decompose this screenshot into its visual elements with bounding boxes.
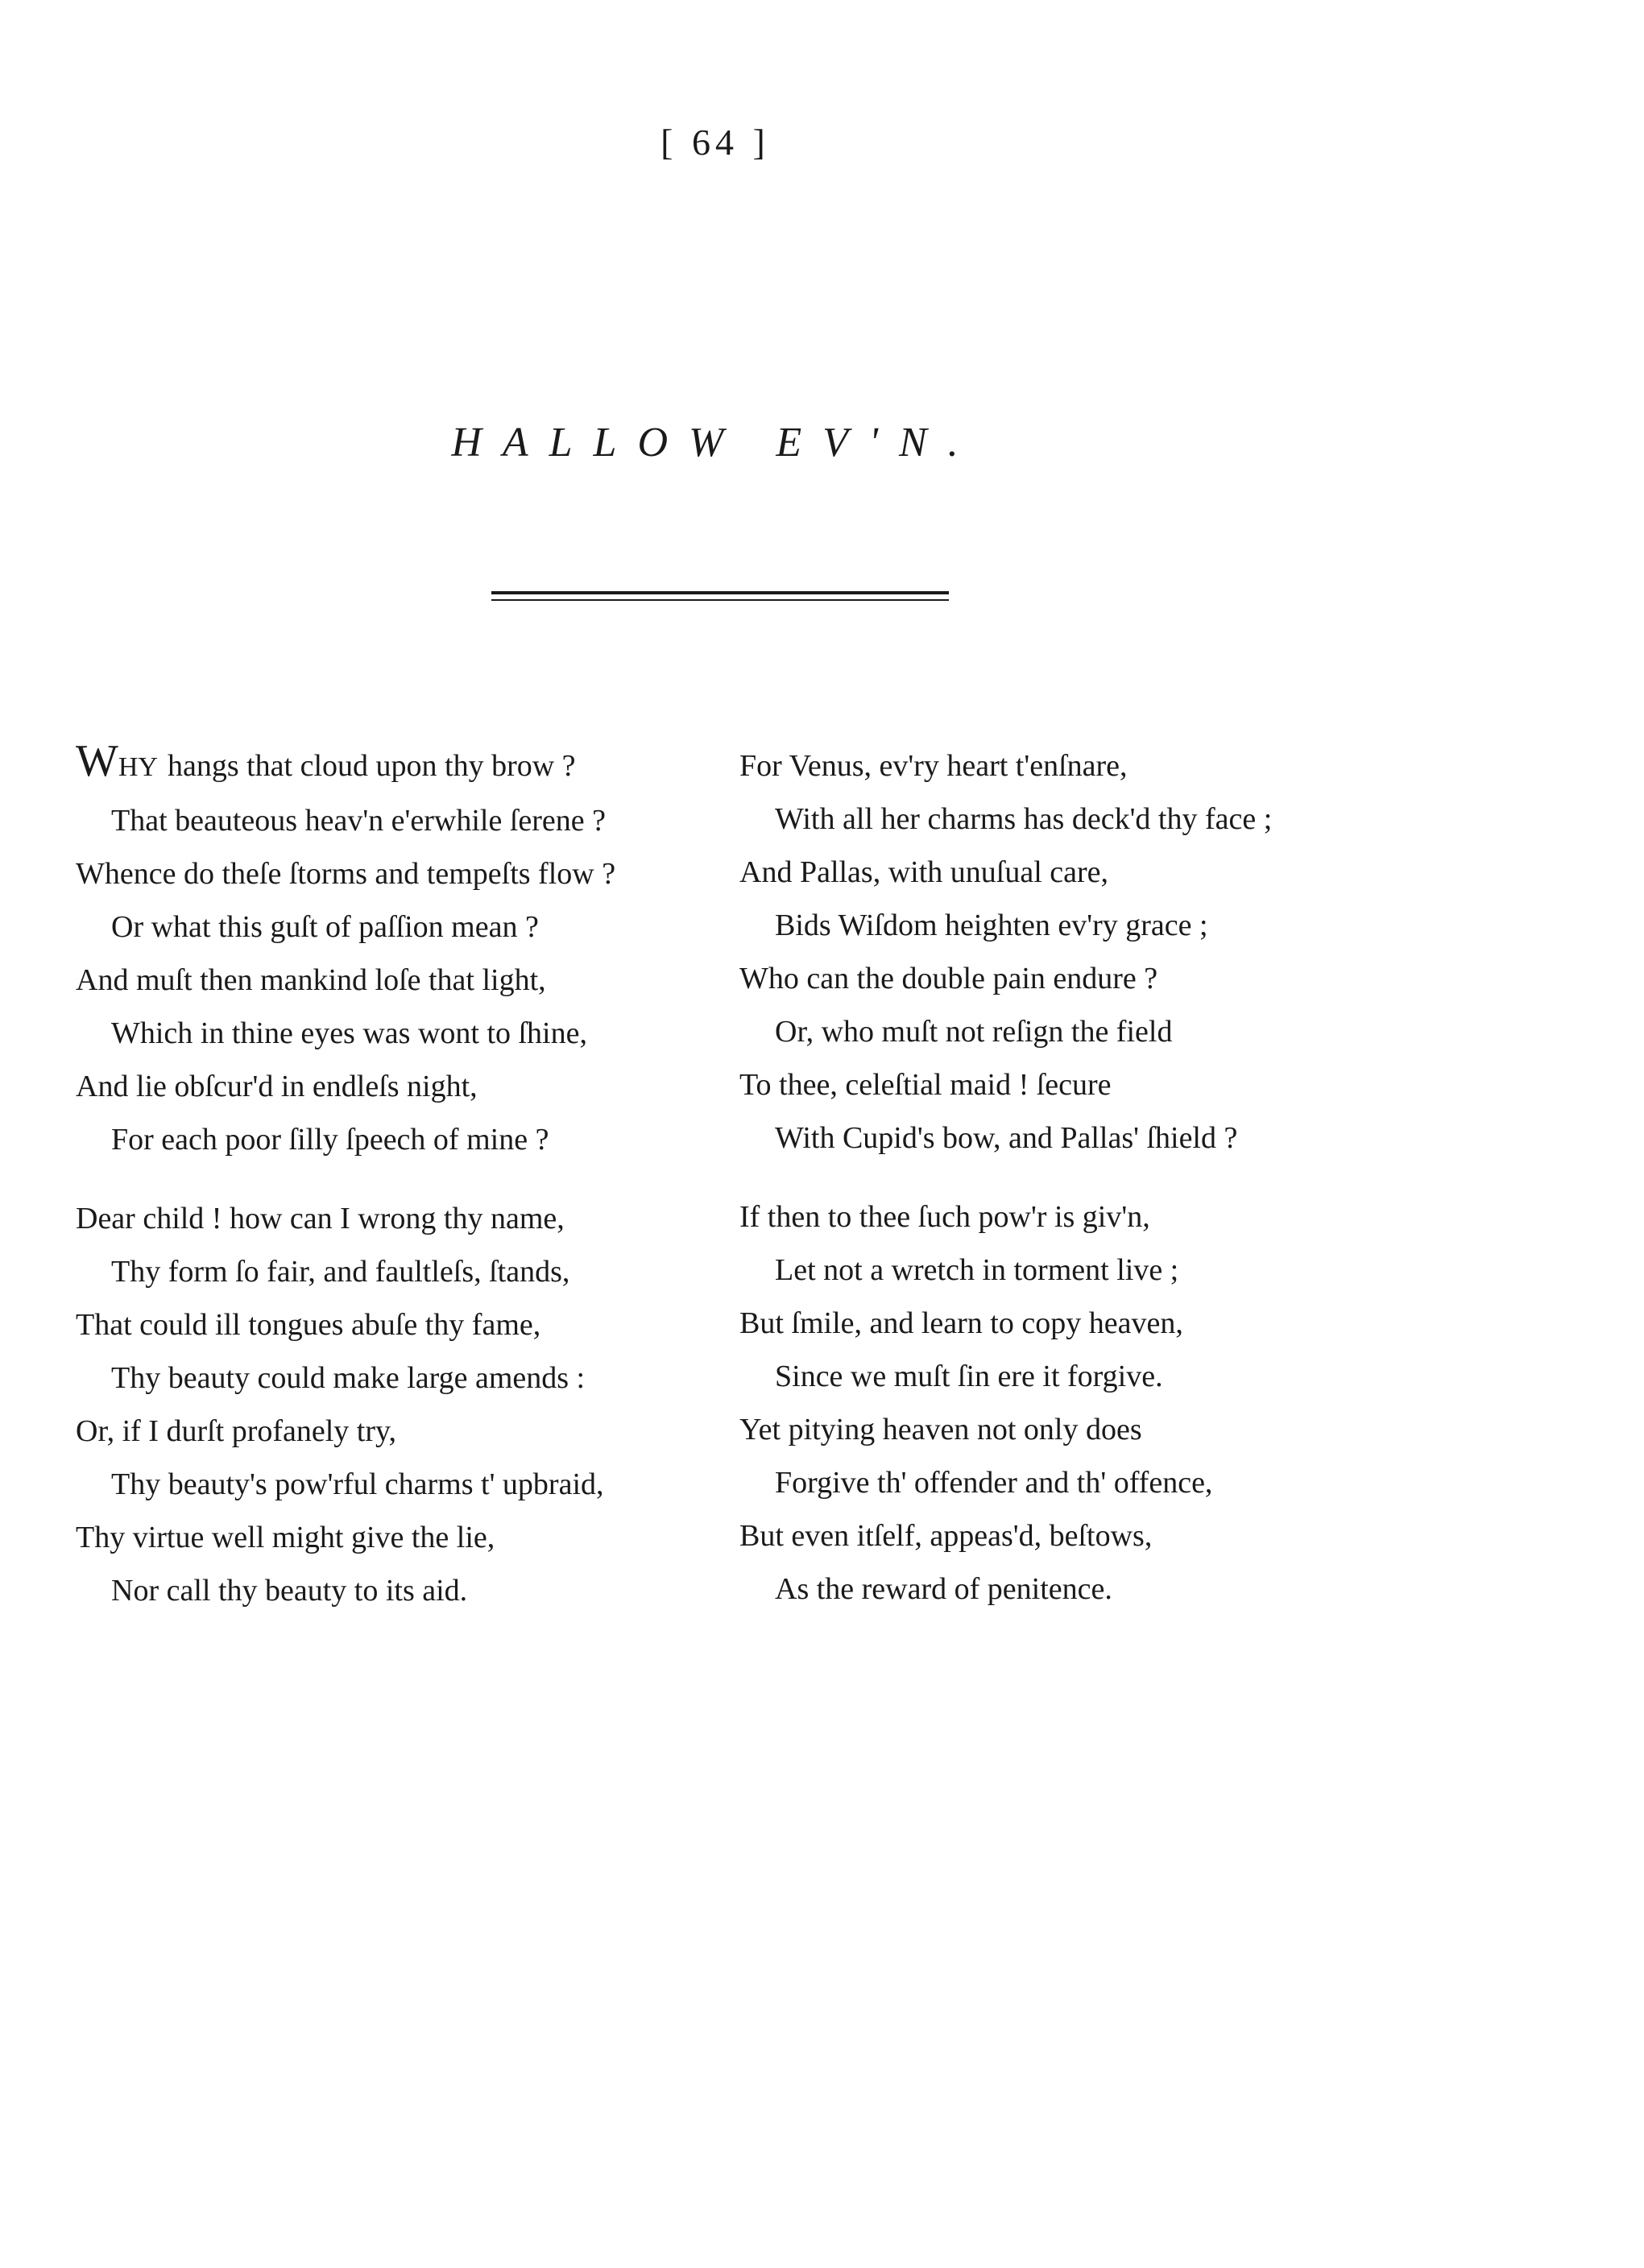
verse-line: And lie obſcur'd in endleſs night, bbox=[76, 1070, 478, 1103]
verse-line: That could ill tongues abuſe thy fame, bbox=[76, 1308, 541, 1342]
stanza-3 bbox=[739, 739, 1432, 1165]
verse-line: As the reward of penitence. bbox=[775, 1572, 1112, 1606]
verse-line: With Cupid's bow, and Pallas' ſhield ? bbox=[775, 1121, 1238, 1155]
verse-line bbox=[76, 736, 768, 794]
verse-line: But even itſelf, appeas'd, beſtows, bbox=[739, 1519, 1153, 1553]
divider-rule-thick bbox=[491, 591, 949, 594]
verse-line: Whence do theſe ſtorms and tempeſts flow ? bbox=[76, 857, 616, 891]
divider-rule-thin bbox=[491, 599, 949, 601]
drop-cap: W bbox=[76, 736, 118, 786]
verse-line: And muſt then mankind loſe that light, bbox=[76, 963, 546, 997]
first-word-rest: HY bbox=[118, 752, 158, 782]
page-number: [ 64 ] bbox=[660, 122, 770, 163]
verse-line: Thy form ſo fair, and faultleſs, ſtands, bbox=[111, 1255, 570, 1289]
stanza-4 bbox=[739, 1190, 1432, 1616]
verse-line: Bids Wiſdom heighten ev'ry grace ; bbox=[775, 908, 1208, 942]
verse-line: For each poor ſilly ſpeech of mine ? bbox=[111, 1123, 549, 1157]
verse-line: Or, if I durſt profanely try, bbox=[76, 1414, 397, 1448]
verse-line: Which in thine eyes was wont to ſhine, bbox=[111, 1016, 587, 1050]
verse-line: Dear child ! how can I wrong thy name, bbox=[76, 1202, 565, 1235]
verse-line: To thee, celeſtial maid ! ſecure bbox=[739, 1068, 1112, 1102]
left-column bbox=[76, 736, 768, 1643]
verse-line: Forgive th' offender and th' offence, bbox=[775, 1466, 1213, 1500]
verse-line: But ſmile, and learn to copy heaven, bbox=[739, 1306, 1183, 1340]
verse-line: For Venus, ev'ry heart t'enſnare, bbox=[739, 749, 1128, 783]
first-line-text: hangs that cloud upon thy brow ? bbox=[167, 749, 576, 783]
stanza-2 bbox=[76, 1192, 768, 1617]
verse-line: That beauteous heav'n e'erwhile ſerene ? bbox=[111, 804, 606, 838]
verse-line: Yet pitying heaven not only does bbox=[739, 1413, 1142, 1446]
verse-line: And Pallas, with unuſual care, bbox=[739, 855, 1109, 889]
verse-line: Who can the double pain endure ? bbox=[739, 962, 1158, 995]
verse-line: If then to thee ſuch pow'r is giv'n, bbox=[739, 1200, 1150, 1234]
verse-line: Since we muſt ſin ere it forgive. bbox=[775, 1360, 1163, 1393]
title-divider bbox=[491, 591, 949, 606]
verse-line: Or, who muſt not reſign the field bbox=[775, 1015, 1173, 1049]
verse-line: Nor call thy beauty to its aid. bbox=[111, 1574, 468, 1608]
poem-title: HALLOW EV'N. bbox=[451, 420, 979, 466]
right-column bbox=[739, 739, 1432, 1641]
verse-line: Thy beauty could make large amends : bbox=[111, 1361, 586, 1395]
verse-line: Or what this guſt of paſſion mean ? bbox=[111, 910, 539, 944]
verse-line: Thy beauty's pow'rful charms t' upbraid, bbox=[111, 1467, 604, 1501]
stanza-1 bbox=[76, 736, 768, 1166]
verse-line: Thy virtue well might give the lie, bbox=[76, 1521, 495, 1554]
verse-line: Let not a wretch in torment live ; bbox=[775, 1253, 1179, 1287]
verse-line: With all her charms has deck'd thy face ; bbox=[775, 802, 1273, 836]
